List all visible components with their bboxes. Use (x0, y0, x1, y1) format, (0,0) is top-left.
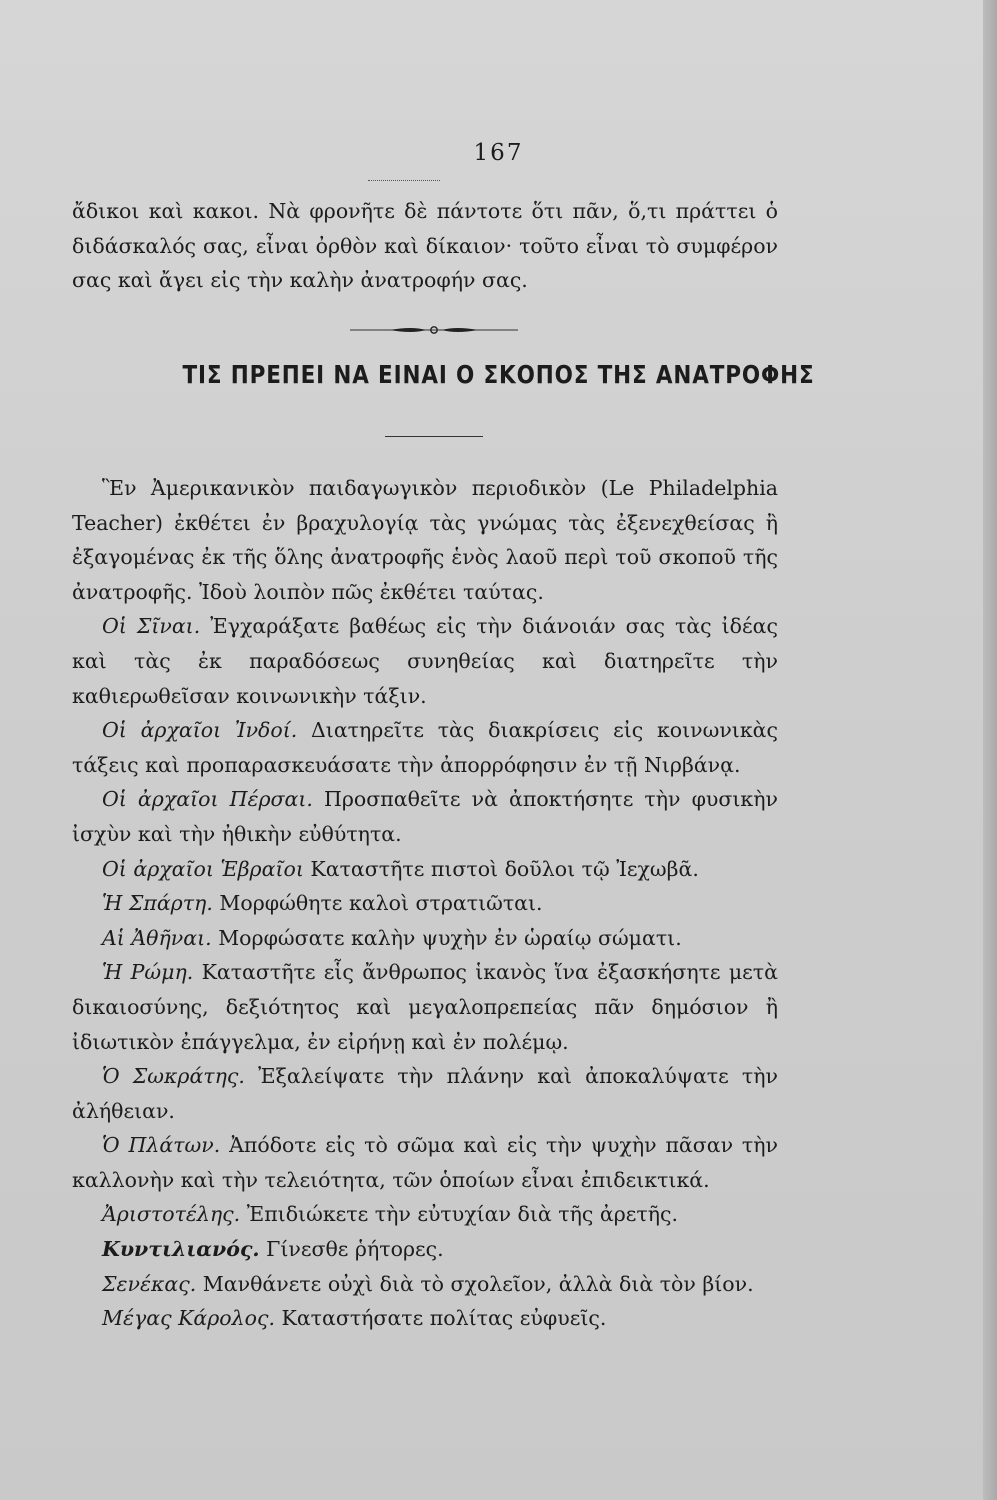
entry-speaker: Ἡ Ρώμη. (102, 960, 194, 985)
entry-paragraph (72, 852, 778, 887)
entry-paragraph (72, 921, 778, 956)
entry-speaker: Σενέκας. (102, 1271, 197, 1296)
section-title: ΤΙΣ ΠΡΕΠΕΙ ΝΑ ΕΙΝΑΙ Ο ΣΚΟΠΟΣ ΤΗΣ ΑΝΑΤΡΟΦΗΣ (182, 360, 815, 389)
intro-text: ἄδικοι καὶ κακοι. Νὰ φρονῆτε δὲ πάντοτε ὅτι πᾶν, ὅ,τι πράττει ὁ διδάσκαλός σας, εἶναι ὀρθὸν καὶ δίκαιον· τοῦτο εἶναι τὸ συμφέρον σας καὶ ἄγει εἰς τὴν καλὴν ἀνατροφήν σας. (72, 199, 778, 293)
entry-paragraph (72, 955, 778, 1059)
entry-speaker: Οἱ Σῖναι. (102, 614, 201, 639)
entry-paragraph (72, 609, 778, 713)
entry-text: Ἀπόδοτε εἰς τὸ σῶμα καὶ εἰς τὴν ψυχὴν πᾶσαν τὴν καλλονὴν καὶ τὴν τελειότητα, τῶν ὁποίων εἶναι ἐπιδεικτικά. (72, 1133, 778, 1192)
ornament-divider (350, 326, 518, 334)
article-body (72, 471, 778, 1336)
entry-paragraph (72, 1197, 778, 1232)
entry-speaker: Ὁ Πλάτων. (102, 1133, 221, 1158)
entry-paragraph (72, 1267, 778, 1302)
entry-text: Καταστῆτε εἷς ἄνθρωπος ἱκανὸς ἵνα ἐξασκήσητε μετὰ δικαιοσύνης, δεξιότητος καὶ μεγαλοπρεπείας πᾶν δημόσιον ἢ ἰδιωτικὸν ἐπάγγελμα, ἐν εἰρήνῃ καὶ ἐν πολέμῳ. (72, 960, 778, 1054)
entry-text: Προσπαθεῖτε νὰ ἀποκτήσητε τὴν φυσικὴν ἰσχὺν καὶ τὴν ἠθικὴν εὐθύτητα. (72, 787, 778, 846)
opening-paragraph: Ἓν Ἀμερικανικὸν παιδαγωγικὸν περιοδικὸν (Le Philadelphia Teacher) ἐκθέτει ἐν βραχυλογίᾳ τὰς γνώμας τὰς ἐξενεχθείσας ἢ ἐξαγομένας ἐκ τῆς ὅλης ἀνατροφῆς ἑνὸς λαοῦ περὶ τοῦ σκοποῦ τῆς ἀνατροφῆς. Ἰδοὺ λοιπὸν πῶς ἐκθέτει ταύτας. (72, 476, 778, 604)
entry-paragraph (72, 886, 778, 921)
entry-speaker: Αἱ Ἀθῆναι. (102, 925, 212, 950)
entry-speaker: Οἱ ἀρχαῖοι Πέρσαι. (102, 787, 313, 812)
page-edge-shadow (983, 0, 997, 1500)
entry-text: Καταστήσατε πολίτας εὐφυεῖς. (281, 1306, 607, 1331)
entry-speaker: Ὁ Σωκράτης. (102, 1064, 245, 1089)
entry-text: Μορφώσατε καλὴν ψυχὴν ἐν ὡραίῳ σώματι. (218, 925, 682, 950)
entry-text: Ἐπιδιώκετε τὴν εὐτυχίαν διὰ τῆς ἀρετῆς. (246, 1202, 678, 1227)
entry-text: Μανθάνετε οὐχὶ διὰ τὸ σχολεῖον, ἀλλὰ διὰ τὸν βίον. (202, 1271, 754, 1296)
entry-speaker: Ἡ Σπάρτη. (102, 891, 213, 916)
entry-paragraph (72, 1128, 778, 1197)
entry-text: Ἐγχαράξατε βαθέως εἰς τὴν διάνοιάν σας τὰς ἰδέας καὶ τὰς ἐκ παραδόσεως συνηθείας καὶ διατηρεῖτε τὴν καθιερωθεῖσαν κοινωνικὴν τάξιν. (72, 614, 778, 708)
page-number-underline (368, 180, 440, 181)
intro-paragraph (72, 194, 778, 298)
entry-text: Ἐξαλείψατε τὴν πλάνην καὶ ἀποκαλύψατε τὴν ἀλήθειαν. (72, 1064, 778, 1123)
title-underline (385, 436, 483, 437)
entry-speaker: Μέγας Κάρολος. (102, 1306, 275, 1331)
entry-speaker: Οἱ ἀρχαῖοι Ἰνδοί. (102, 718, 298, 743)
entry-speaker: Κυντιλιανός. (102, 1237, 260, 1262)
entry-speaker: Οἱ ἀρχαῖοι Ἑβραῖοι (102, 856, 304, 881)
entry-paragraph (72, 782, 778, 851)
entry-paragraph (72, 1301, 778, 1336)
page-number: 167 (473, 140, 524, 166)
entry-paragraph (72, 1232, 778, 1267)
entry-text: Διατηρεῖτε τὰς διακρίσεις εἰς κοινωνικὰς τάξεις καὶ προπαρασκευάσατε τὴν ἀπορρόφησιν ἐν τῇ Νιρβάνᾳ. (72, 718, 778, 777)
entry-text: Γίνεσθε ῥήτορες. (266, 1237, 444, 1262)
entry-text: Καταστῆτε πιστοὶ δοῦλοι τῷ Ἰεχωβᾶ. (310, 856, 699, 881)
entry-paragraph (72, 713, 778, 782)
entry-text: Μορφώθητε καλοὶ στρατιῶται. (219, 891, 543, 916)
entry-paragraph (72, 1059, 778, 1128)
entry-speaker: Ἀριστοτέλης. (102, 1202, 241, 1227)
